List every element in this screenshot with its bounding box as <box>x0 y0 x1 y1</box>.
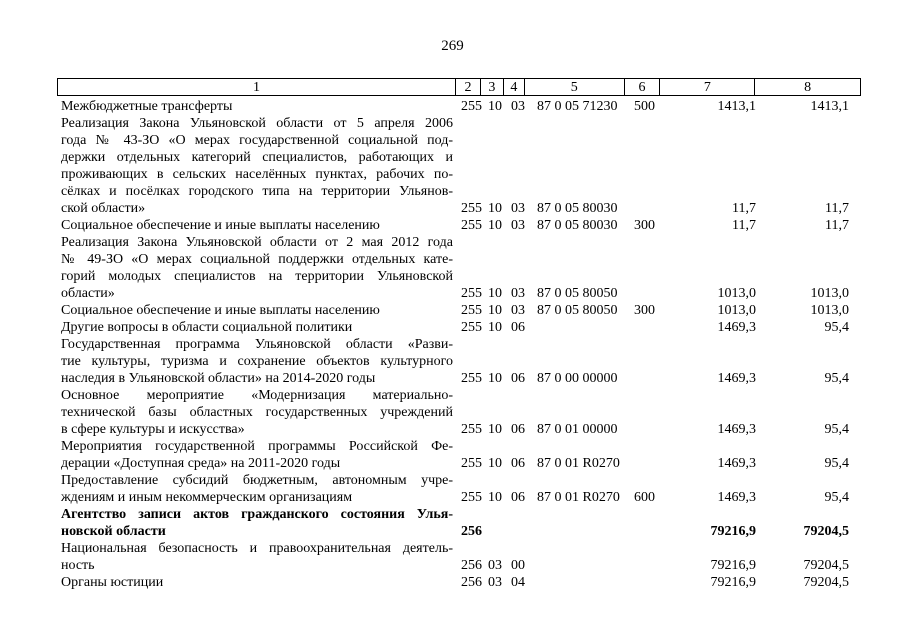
subsection-code: 03 <box>511 303 525 318</box>
row-description: Другие вопросы в области социальной политики <box>61 320 353 335</box>
row-description: области» <box>61 286 115 301</box>
section-code: 10 <box>488 422 502 437</box>
subsection-code: 03 <box>511 286 525 301</box>
row-description: Межбюджетные трансферты <box>61 99 233 114</box>
row-description: горий молодых специалистов на территории Ульяновской <box>61 269 453 284</box>
table-row <box>57 574 859 591</box>
header-col-8: 8 <box>804 80 812 95</box>
section-code: 10 <box>488 456 502 471</box>
page-number: 269 <box>441 38 464 54</box>
admin-code: 255 <box>461 286 482 301</box>
amount-col-8: 95,4 <box>824 422 849 437</box>
amount-col-7: 1469,3 <box>717 320 756 335</box>
amount-col-8: 95,4 <box>824 371 849 386</box>
table-row <box>57 115 859 132</box>
section-code: 10 <box>488 303 502 318</box>
amount-col-8: 1413,1 <box>810 99 849 114</box>
section-code: 10 <box>488 286 502 301</box>
target-article-code: 87 0 05 71230 <box>537 99 618 114</box>
table-row <box>57 455 859 472</box>
amount-col-7: 11,7 <box>732 218 756 233</box>
table-row <box>57 540 859 557</box>
table-row <box>57 489 859 506</box>
target-article-code: 87 0 00 00000 <box>537 371 618 386</box>
table-row <box>57 438 859 455</box>
row-description: в сфере культуры и искусства» <box>61 422 245 437</box>
subsection-code: 06 <box>511 490 525 505</box>
table-row <box>57 353 859 370</box>
row-description: сёлках и посёлках городского типа на территории Ульянов- <box>61 184 453 199</box>
amount-col-8: 79204,5 <box>803 575 849 590</box>
subsection-code: 06 <box>511 320 525 335</box>
admin-code: 255 <box>461 456 482 471</box>
amount-col-8: 1013,0 <box>810 286 849 301</box>
target-article-code: 87 0 05 80050 <box>537 286 618 301</box>
table-row <box>57 166 859 183</box>
table-row <box>57 217 859 234</box>
row-description: Мероприятия государственной программы Российской Фе- <box>61 439 453 454</box>
header-col-1: 1 <box>58 79 456 95</box>
header-col-2: 2 <box>456 79 481 95</box>
amount-col-7: 79216,9 <box>710 558 756 573</box>
amount-col-7: 1413,1 <box>717 99 756 114</box>
subsection-code: 03 <box>511 99 525 114</box>
row-description: проживающих в сельских населённых пунктах, рабочих по- <box>61 167 453 182</box>
table-row <box>57 472 859 489</box>
table-row <box>57 557 859 574</box>
row-description: Социальное обеспечение и иные выплаты населению <box>61 303 380 318</box>
admin-code: 255 <box>461 201 482 216</box>
amount-col-8: 95,4 <box>824 490 849 505</box>
amount-col-7: 1013,0 <box>717 286 756 301</box>
admin-code: 255 <box>461 218 482 233</box>
admin-code: 256 <box>461 575 482 590</box>
admin-code: 255 <box>461 320 482 335</box>
admin-code: 255 <box>461 371 482 386</box>
section-code: 10 <box>488 218 502 233</box>
amount-col-7: 1013,0 <box>717 303 756 318</box>
subsection-code: 06 <box>511 422 525 437</box>
expense-type-code: 300 <box>634 303 655 318</box>
header-col-6: 6 <box>625 79 661 95</box>
header-col-3: 3 <box>481 79 504 95</box>
target-article-code: 87 0 01 R0270 <box>537 456 620 471</box>
table-row <box>57 404 859 421</box>
table-row <box>57 132 859 149</box>
table-row <box>57 523 859 540</box>
row-description: Органы юстиции <box>61 575 164 590</box>
table-row <box>57 285 859 302</box>
row-description: года № 43-ЗО «О мерах государственной социальной под- <box>61 133 453 148</box>
row-description: Государственная программа Ульяновской области «Разви- <box>61 337 453 352</box>
row-description: держки отдельных категорий специалистов, работающих и <box>61 150 453 165</box>
amount-col-7: 1469,3 <box>717 422 756 437</box>
row-description: ской области» <box>61 201 146 216</box>
admin-code: 255 <box>461 303 482 318</box>
table-row <box>57 302 859 319</box>
section-code: 10 <box>488 371 502 386</box>
row-description: Основное мероприятие «Модернизация материально- <box>61 388 453 403</box>
admin-code: 256 <box>461 558 482 573</box>
header-col-5: 5 <box>525 79 625 95</box>
row-description: ность <box>61 558 95 573</box>
table-header <box>57 78 861 96</box>
admin-code: 255 <box>461 422 482 437</box>
row-description: новской области <box>61 524 166 539</box>
section-code: 03 <box>488 575 502 590</box>
table-row <box>57 506 859 523</box>
amount-col-7: 79216,9 <box>710 524 756 539</box>
target-article-code: 87 0 01 00000 <box>537 422 618 437</box>
target-article-code: 87 0 05 80030 <box>537 201 618 216</box>
subsection-code: 03 <box>511 201 525 216</box>
amount-col-8: 11,7 <box>825 201 849 216</box>
table-row <box>57 336 859 353</box>
table-row <box>57 421 859 438</box>
table-row <box>57 200 859 217</box>
admin-code: 256 <box>461 524 482 539</box>
subsection-code: 03 <box>511 218 525 233</box>
admin-code: 255 <box>461 490 482 505</box>
amount-col-7: 79216,9 <box>710 575 756 590</box>
table-row <box>57 268 859 285</box>
subsection-code: 06 <box>511 371 525 386</box>
section-code: 10 <box>488 320 502 335</box>
row-description: Агентство записи актов гражданского состояния Улья- <box>61 507 453 522</box>
row-description: Национальная безопасность и правоохранительная деятель- <box>61 541 453 556</box>
header-col-4: 4 <box>504 79 525 95</box>
header-col-7: 7 <box>660 79 755 95</box>
row-description: Предоставление субсидий бюджетным, автономным учре- <box>61 473 453 488</box>
row-description: Социальное обеспечение и иные выплаты населению <box>61 218 380 233</box>
amount-col-7: 11,7 <box>732 201 756 216</box>
table-row <box>57 319 859 336</box>
amount-col-8: 79204,5 <box>803 558 849 573</box>
target-article-code: 87 0 01 R0270 <box>537 490 620 505</box>
row-description: Реализация Закона Ульяновской области от 2 мая 2012 года <box>61 235 453 250</box>
expense-type-code: 500 <box>634 99 655 114</box>
table-row <box>57 370 859 387</box>
target-article-code: 87 0 05 80030 <box>537 218 618 233</box>
table-row <box>57 149 859 166</box>
row-description: технической базы областных государственных учреждений <box>61 405 453 420</box>
section-code: 10 <box>488 490 502 505</box>
amount-col-8: 79204,5 <box>803 524 849 539</box>
amount-col-8: 95,4 <box>824 320 849 335</box>
expense-type-code: 600 <box>634 490 655 505</box>
table-row <box>57 98 859 115</box>
amount-col-8: 95,4 <box>824 456 849 471</box>
amount-col-7: 1469,3 <box>717 456 756 471</box>
amount-col-7: 1469,3 <box>717 490 756 505</box>
subsection-code: 04 <box>511 575 525 590</box>
amount-col-8: 1013,0 <box>810 303 849 318</box>
admin-code: 255 <box>461 99 482 114</box>
amount-col-7: 1469,3 <box>717 371 756 386</box>
section-code: 03 <box>488 558 502 573</box>
row-description: дерации «Доступная среда» на 2011-2020 годы <box>61 456 341 471</box>
subsection-code: 06 <box>511 456 525 471</box>
table-row <box>57 183 859 200</box>
target-article-code: 87 0 05 80050 <box>537 303 618 318</box>
row-description: Реализация Закона Ульяновской области от 5 апреля 2006 <box>61 116 453 131</box>
row-description: тие культуры, туризма и сохранение объектов культурного <box>61 354 453 369</box>
amount-col-8: 11,7 <box>825 218 849 233</box>
table-row <box>57 251 859 268</box>
section-code: 10 <box>488 201 502 216</box>
section-code: 10 <box>488 99 502 114</box>
expense-type-code: 300 <box>634 218 655 233</box>
row-description: наследия в Ульяновской области» на 2014-2020 годы <box>61 371 376 386</box>
table-row <box>57 387 859 404</box>
row-description: № 49-ЗО «О мерах социальной поддержки отдельных кате- <box>61 252 453 267</box>
subsection-code: 00 <box>511 558 525 573</box>
row-description: ждениям и иным некоммерческим организациям <box>61 490 353 505</box>
table-row <box>57 234 859 251</box>
